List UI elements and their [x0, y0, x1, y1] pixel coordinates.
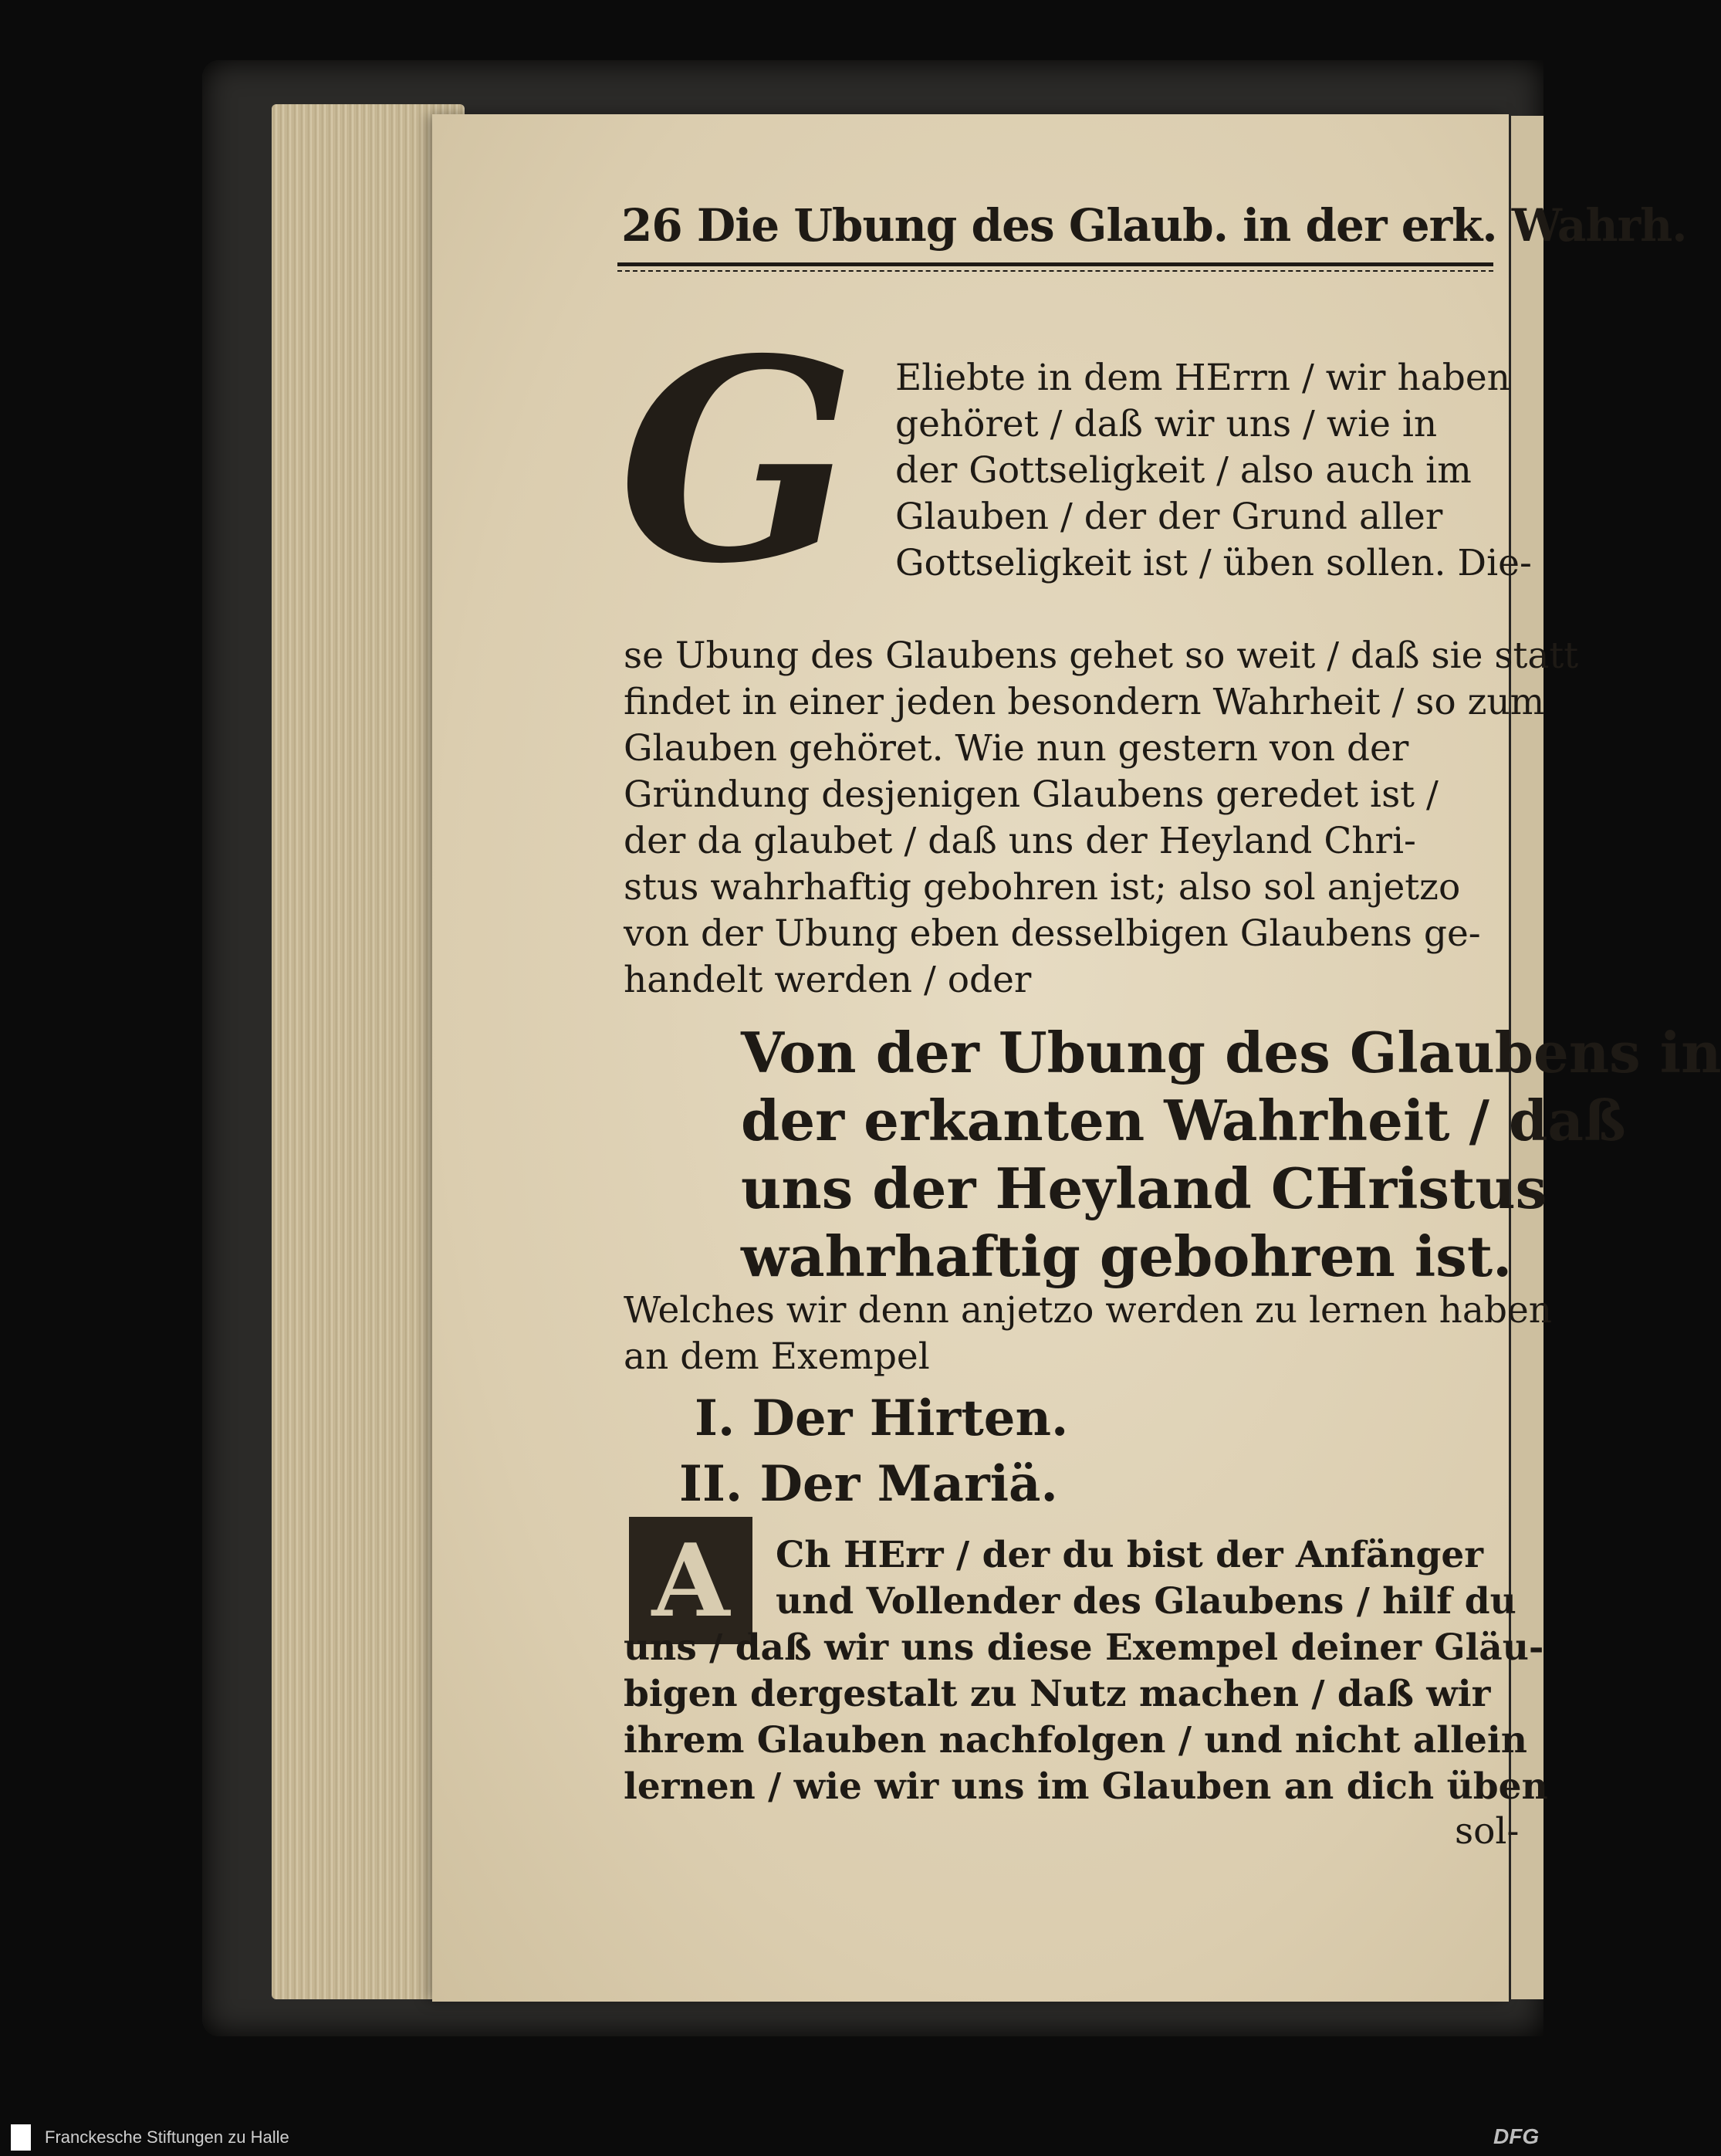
- text-line: gehöret / daß wir uns / wie in: [895, 403, 1438, 445]
- text-line: stus wahrhaftig gebohren ist; also sol anjetzo: [624, 866, 1461, 909]
- heading-line: der erkanten Wahrheit / daß: [741, 1088, 1626, 1153]
- text-line: von der Ubung eben desselbigen Glaubens ge-: [624, 912, 1481, 955]
- sermon-heading: [741, 1019, 1721, 1291]
- text-line: Eliebte in dem HErrn / wir haben: [895, 357, 1510, 399]
- running-header: 26 Die Ubung des Glaub. in der erk. Wahrh.: [621, 199, 1687, 252]
- header-rule-dashed: [617, 270, 1493, 272]
- decorated-initial-g: G: [618, 297, 856, 624]
- text-line: Welches wir denn anjetzo werden zu lernen haben: [624, 1289, 1553, 1332]
- text-line: Glauben / der der Grund aller: [895, 496, 1443, 538]
- header-rule: [617, 262, 1493, 266]
- prayer-indented: [776, 1532, 1516, 1625]
- institution-logo-icon: [11, 2124, 31, 2151]
- text-line: ihrem Glauben nachfolgen / und nicht allein: [624, 1719, 1527, 1762]
- text-line: Gründung desjenigen Glaubens geredet ist /: [624, 773, 1439, 816]
- text-line: der da glaubet / daß uns der Heyland Chri-: [624, 820, 1416, 862]
- text-line: lernen / wie wir uns im Glauben an dich üben: [624, 1765, 1548, 1808]
- decorated-initial-a: A: [629, 1517, 752, 1644]
- heading-line: Von der Ubung des Glaubens in: [741, 1020, 1721, 1085]
- catchword: sol-: [1455, 1810, 1520, 1853]
- text-line: an dem Exempel: [624, 1335, 930, 1378]
- paragraph-1-indented: [895, 355, 1532, 587]
- heading-line: uns der Heyland CHristus: [741, 1156, 1547, 1221]
- text-line: Ch HErr / der du bist der Anfänger: [776, 1534, 1484, 1576]
- outline-item-2: II. Der Mariä.: [679, 1455, 1058, 1513]
- dfg-logo: DFG: [1493, 2124, 1540, 2148]
- text-line: der Gottseligkeit / also auch im: [895, 449, 1472, 492]
- text-line: se Ubung des Glaubens gehet so weit / daß sie statt: [624, 635, 1579, 677]
- text-line: handelt werden / oder: [624, 959, 1032, 1001]
- text-line: findet in einer jeden besondern Wahrheit / so zum: [624, 681, 1545, 723]
- text-line: und Vollender des Glaubens / hilf du: [776, 1580, 1516, 1623]
- heading-line: wahrhaftig gebohren ist.: [741, 1224, 1513, 1289]
- paragraph-2: [624, 1288, 1552, 1380]
- outline-item-1: I. Der Hirten.: [695, 1389, 1069, 1447]
- institution-name: Franckesche Stiftungen zu Halle: [45, 2127, 289, 2147]
- text-line: Gottseligkeit ist / üben sollen. Die-: [895, 542, 1532, 584]
- prayer-full: [624, 1625, 1548, 1810]
- paragraph-1-full: [624, 633, 1578, 1004]
- text-line: Glauben gehöret. Wie nun gestern von der: [624, 727, 1409, 770]
- text-line: bigen dergestalt zu Nutz machen / daß wir: [624, 1673, 1491, 1715]
- text-line: uns / daß wir uns diese Exempel deiner Gläu-: [624, 1626, 1544, 1669]
